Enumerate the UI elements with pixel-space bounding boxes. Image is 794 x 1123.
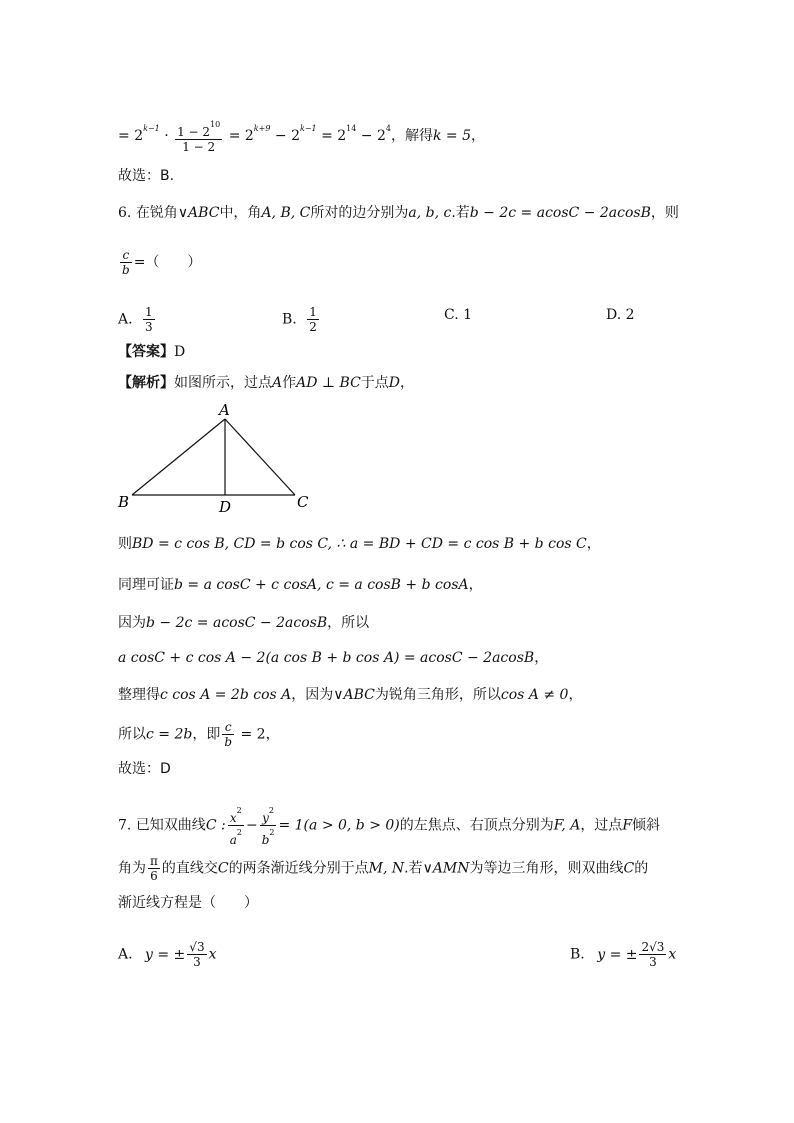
stem-text: 在锐角	[135, 205, 178, 221]
step-6	[118, 720, 280, 749]
curve-name: C :	[205, 817, 226, 834]
option-c[interactable]: C. 1	[444, 307, 473, 323]
analysis-text: 作	[282, 375, 297, 391]
option-label: B.	[282, 311, 297, 328]
dot-operator: ·	[159, 128, 174, 144]
foot-d-label: D	[219, 498, 232, 516]
y2-over-b2	[260, 804, 277, 847]
eq-term: = 2	[316, 128, 347, 144]
punct: ，	[534, 650, 549, 666]
stem-text: ，则	[650, 205, 679, 221]
exponent: 4	[385, 124, 391, 133]
stem-text: 的	[634, 860, 649, 877]
exponent: 2	[236, 806, 242, 815]
fraction-denominator: b	[122, 263, 130, 277]
analysis-label: 【解析】	[118, 375, 174, 391]
option-fraction	[307, 305, 319, 334]
option-var: x	[668, 946, 677, 963]
stem-text: 已知双曲线	[135, 817, 206, 834]
punct: ，	[471, 128, 486, 144]
step-expression: cos A ≠ 0	[500, 687, 569, 703]
stem-text: .若	[451, 205, 470, 221]
step-3	[118, 613, 369, 633]
minus-sign: −	[245, 817, 258, 834]
punct: ，	[265, 726, 280, 743]
option-fraction	[143, 305, 155, 334]
fraction-denominator: 2	[309, 320, 317, 334]
step-text: 为锐角三角形，所以	[374, 687, 501, 703]
given-equation: b − 2c = acosC − 2acosB	[469, 205, 651, 221]
step-expression: c cos A = 2b cos A	[160, 687, 292, 703]
option-a[interactable]	[118, 305, 157, 334]
analysis-line	[118, 373, 414, 393]
punct: ，	[400, 375, 415, 391]
step-text: 整理得	[118, 687, 160, 703]
equation-line-geometric-sum	[118, 118, 485, 154]
triangle-symbol: ∨AMN	[422, 860, 470, 877]
fraction-numerator: c	[222, 720, 234, 735]
punct: ，	[586, 536, 601, 552]
step-expression: b − 2c = acosC − 2acosB	[146, 615, 328, 631]
x2-over-a2	[228, 804, 244, 847]
perpendicular-expr: AD ⊥ BC	[296, 375, 361, 391]
stem-text: ，过点	[580, 817, 623, 834]
blank-brackets: =（ ）	[133, 254, 202, 271]
solve-text: ，解得	[391, 128, 433, 144]
point-label: F	[622, 817, 633, 834]
option-lhs: y = ±	[145, 946, 186, 963]
var: a	[229, 833, 237, 847]
fraction-denominator: 3	[649, 955, 657, 969]
fraction-denominator: 1 − 2	[182, 140, 216, 154]
answer-line	[118, 342, 185, 362]
triangle-symbol: ∨ABC	[333, 687, 375, 703]
option-label: B.	[570, 946, 585, 963]
stem-text: 的直线交	[161, 860, 218, 877]
step-expression: BD = c cos B, CD = b cos C, ∴ a = BD + CD = c cos B + b cos C	[132, 536, 587, 552]
point-names: F, A	[553, 817, 581, 834]
vertex-c-label: C	[297, 493, 309, 511]
fraction-denominator: 6	[150, 869, 158, 883]
minus-term: − 2	[270, 128, 300, 144]
exponent: 14	[346, 124, 357, 133]
numerator-exponent: 10	[210, 120, 221, 129]
analysis-text: 于点	[360, 375, 389, 391]
step-5	[118, 685, 582, 705]
q7-option-a[interactable]	[118, 940, 216, 969]
side-names: a, b, c	[408, 205, 452, 221]
question-7-stem-line-1	[118, 804, 660, 847]
option-lhs: y = ±	[597, 946, 638, 963]
step-1	[118, 534, 601, 554]
exponent: k−1	[143, 124, 160, 133]
fraction-numerator: 2√3	[641, 940, 665, 954]
exponent: 2	[268, 806, 275, 815]
var: x	[229, 811, 237, 825]
stem-text: 的左焦点、右顶点分别为	[399, 817, 554, 834]
triangle-symbol: ∨ABC	[177, 205, 220, 221]
question-7-stem-line-2	[118, 854, 648, 883]
side-ac	[225, 419, 295, 495]
curve-name: C	[217, 860, 229, 877]
step-expression: c = 2b	[146, 726, 193, 743]
step-4	[118, 648, 548, 668]
punct: ，	[568, 687, 583, 703]
fraction-denominator: 3	[193, 955, 201, 969]
side-ab	[132, 419, 225, 495]
choice-line: 故选：B.	[118, 168, 175, 184]
step-text: ，所以	[327, 615, 370, 631]
step-text: 同理可证	[118, 577, 174, 593]
final-choice: 故选：D	[118, 761, 171, 777]
fraction-numerator: √3	[189, 940, 205, 954]
vertex-a-label: A	[219, 401, 230, 419]
step-text: ，即	[192, 726, 221, 743]
option-d[interactable]: D. 2	[606, 307, 635, 323]
question-7-stem-line-3: 渐近线方程是（ ）	[118, 895, 258, 911]
fraction-numerator: 1	[145, 305, 153, 319]
power-base: 2	[134, 128, 144, 144]
punct: ，	[468, 577, 483, 593]
exponent: 2	[236, 828, 242, 837]
curve-name: C	[623, 860, 635, 877]
fraction-numerator: π	[150, 854, 158, 868]
q7-option-b[interactable]	[570, 940, 676, 969]
stem-text: 为等边三角形，则双曲线	[469, 860, 624, 877]
option-label: A.	[118, 311, 133, 328]
fraction-numerator: c	[120, 248, 132, 263]
exponent: 2	[269, 828, 275, 837]
fraction-denominator: 3	[145, 320, 153, 334]
c-over-b-fraction	[222, 720, 234, 749]
hyperbola-condition: = 1(a > 0, b > 0)	[278, 817, 400, 834]
stem-text: 中，角	[219, 205, 262, 221]
question-number: 7.	[118, 817, 136, 834]
fraction-numerator: 1 − 2	[177, 125, 211, 139]
var: y	[262, 811, 269, 825]
exponent: k+9	[253, 124, 271, 133]
answer-value: D	[174, 344, 186, 360]
stem-text: 角为	[118, 860, 146, 877]
stem-text: 倾斜	[632, 817, 661, 834]
vertex-b-label: B	[118, 493, 130, 511]
point-label: A	[272, 375, 283, 391]
fraction-denominator: b	[224, 735, 233, 749]
option-label: A.	[118, 946, 133, 963]
k-result: k = 5	[433, 128, 472, 144]
point-label: D	[388, 375, 401, 391]
pi-over-6	[148, 854, 160, 883]
question-number: 6.	[118, 205, 136, 221]
triangle-figure	[110, 400, 340, 520]
step-expression: = 2	[236, 726, 266, 743]
question-6-target	[118, 248, 201, 277]
stem-text: 的两条渐近线分别于点	[228, 860, 369, 877]
angle-names: A, B, C	[261, 205, 311, 221]
stem-text: 所对的边分别为	[310, 205, 409, 221]
sum-fraction	[175, 118, 222, 154]
step-expression: a cosC + c cos A − 2(a cos B + b cos A) = acosC − 2acosB	[118, 650, 535, 666]
option-fraction	[187, 940, 206, 969]
var: b	[261, 833, 270, 847]
eq-term: = 2	[224, 128, 254, 144]
step-text: 所以	[118, 726, 146, 743]
step-2	[118, 575, 483, 595]
stem-text: .若	[404, 860, 423, 877]
minus-term: − 2	[356, 128, 386, 144]
question-6-stem	[118, 203, 679, 223]
option-fraction	[639, 940, 666, 969]
option-b[interactable]	[282, 305, 321, 334]
answer-label: 【答案】	[118, 344, 174, 360]
point-names: M, N	[368, 860, 405, 877]
eq-sign: =	[118, 128, 135, 144]
analysis-text: 如图所示，过点	[174, 375, 272, 391]
exponent: k−1	[299, 124, 317, 133]
fraction-numerator: 1	[309, 305, 317, 319]
c-over-b-fraction	[120, 248, 132, 277]
step-expression: b = a cosC + c cosA, c = a cosB + b cosA	[174, 577, 469, 593]
option-var: x	[208, 946, 217, 963]
step-text: 因为	[118, 615, 146, 631]
step-text: 则	[118, 536, 132, 552]
step-text: ，因为	[291, 687, 334, 703]
